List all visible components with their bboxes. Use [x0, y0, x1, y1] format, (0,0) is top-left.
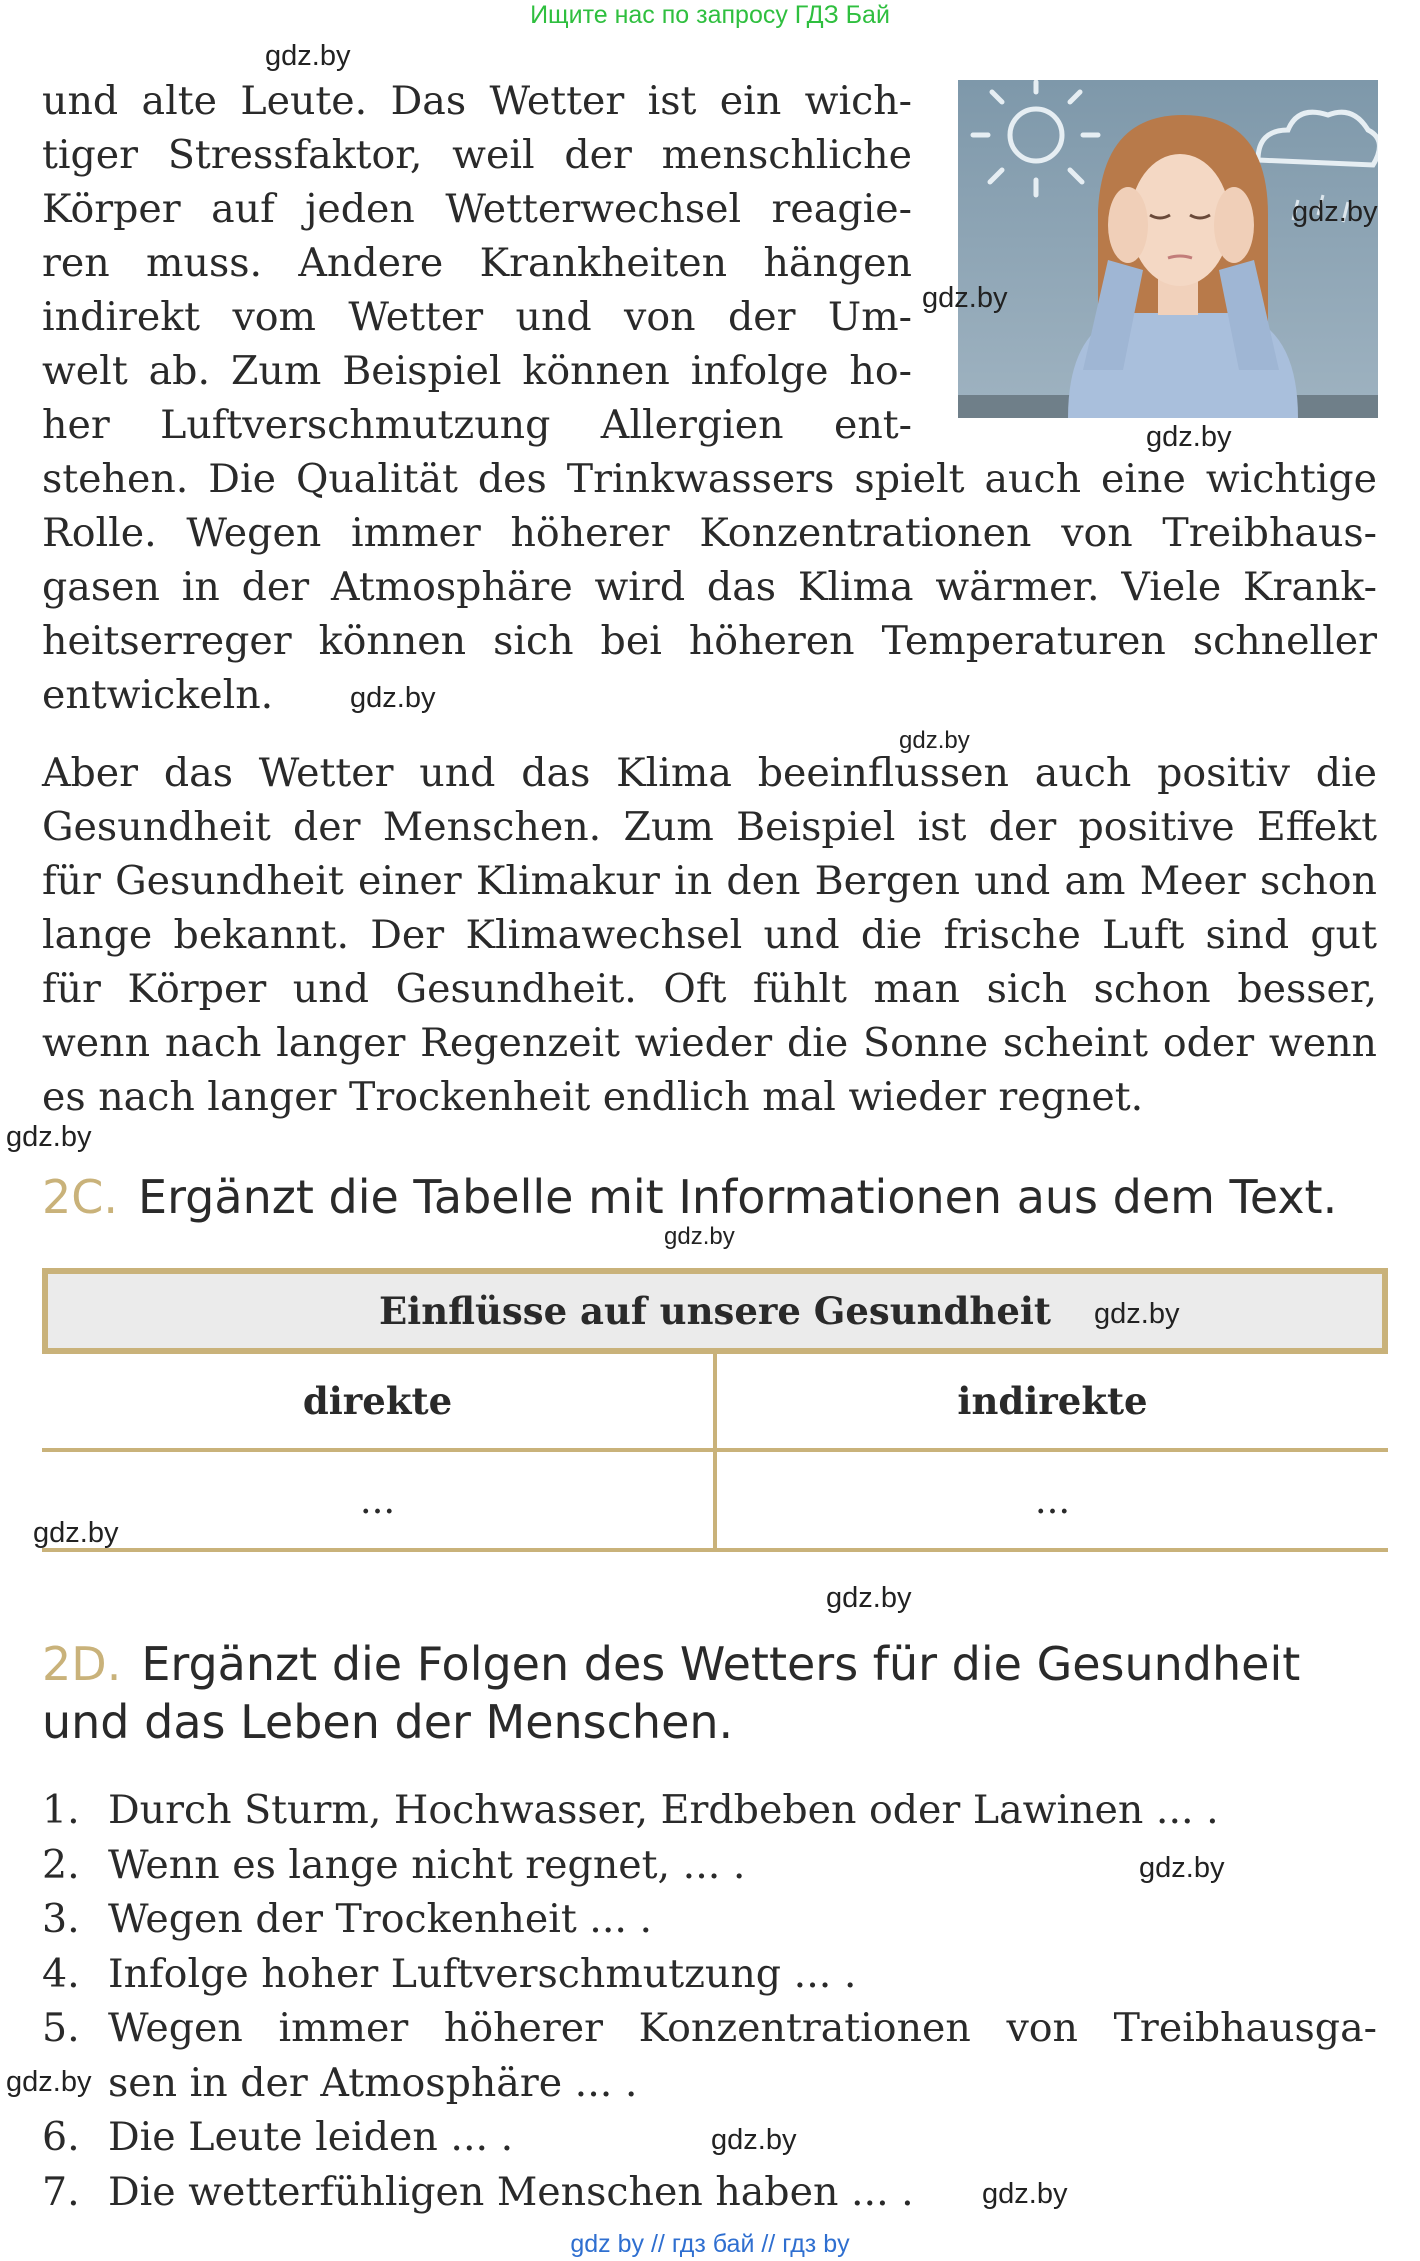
paragraph-1-continued — [42, 452, 1377, 722]
item-text: sen in der Atmosphäre ... . — [108, 2059, 638, 2106]
item-text: Die wetterfühligen Menschen haben ... . — [108, 2168, 914, 2215]
item-text: Infolge hoher Luftverschmutzung ... . — [108, 1950, 857, 1997]
list-item-continuation — [42, 2056, 1377, 2111]
consequences-list — [42, 1783, 1377, 2219]
list-item — [42, 1892, 1377, 1947]
watermark: gdz.by — [265, 40, 351, 72]
text-line: tiger Stressfaktor, weil der menschliche — [42, 132, 912, 178]
text-line: für Gesundheit einer Klimakur in den Bergen und am Meer schon — [42, 858, 1377, 904]
item-text: Durch Sturm, Hochwasser, Erdbeben oder Lawinen ... . — [108, 1787, 1219, 1833]
search-banner: Ищите нас по запросу ГДЗ Бай — [530, 1, 890, 29]
paragraph-2 — [42, 746, 1377, 1124]
list-item — [42, 2110, 1377, 2165]
table-cell: ... — [42, 1452, 717, 1552]
text-line: wenn nach langer Regenzeit wieder die Sonne scheint oder wenn — [42, 1020, 1377, 1066]
column-header-indirect: indirekte — [717, 1354, 1388, 1452]
task-number: 2D. — [42, 1637, 122, 1691]
text-line: Rolle. Wegen immer höherer Konzentrationen von Treibhaus- — [42, 510, 1377, 556]
watermark: gdz.by — [982, 2178, 1068, 2210]
item-number: 6. — [42, 2114, 80, 2160]
item-text: Wenn es lange nicht regnet, ... . — [108, 1841, 746, 1888]
item-number: 2. — [42, 1841, 80, 1888]
watermark: gdz.by — [1139, 1852, 1225, 1884]
task-instruction: Ergänzt die Tabelle mit Informationen aus dem Text. — [138, 1170, 1338, 1224]
text-line: Aber das Wetter und das Klima beeinflussen auch positiv die — [42, 750, 1377, 796]
text-line: entwickeln. — [42, 672, 274, 718]
watermark: gdz.by — [1292, 196, 1378, 228]
item-text: Wegen der Trockenheit ... . — [108, 1896, 653, 1942]
task-2d-heading — [42, 1635, 1382, 1751]
footer-links: gdz by // гдз бай // гдз by — [570, 2230, 850, 2258]
item-text: Wegen immer höherer Konzentrationen von Treibhausga- — [108, 2005, 1377, 2051]
item-number: 3. — [42, 1896, 80, 1942]
item-number: 4. — [42, 1950, 80, 1997]
text-line: welt ab. Zum Beispiel können infolge ho- — [42, 348, 912, 394]
table-row — [42, 1354, 1388, 1452]
list-item — [42, 2165, 1377, 2220]
watermark: gdz.by — [33, 1517, 119, 1549]
list-item — [42, 1947, 1377, 2002]
table-row — [42, 1452, 1388, 1552]
watermark: gdz.by — [6, 2066, 92, 2098]
paragraph-1-wrapped — [42, 74, 912, 452]
table-cell: ... — [717, 1452, 1388, 1552]
text-line: für Körper und Gesundheit. Oft fühlt man sich schon besser, — [42, 966, 1377, 1012]
text-line: heitserreger können sich bei höheren Temperaturen schneller — [42, 618, 1377, 664]
text-line: gasen in der Atmosphäre wird das Klima wärmer. Viele Krank- — [42, 564, 1377, 610]
text-line: ren muss. Andere Krankheiten hängen — [42, 240, 912, 286]
woman-with-headache-illustration — [958, 80, 1378, 418]
text-line: Gesundheit der Menschen. Zum Beispiel ist der positive Effekt — [42, 804, 1377, 850]
task-2c-heading — [42, 1170, 1337, 1224]
watermark: gdz.by — [6, 1121, 92, 1153]
watermark: gdz.by — [350, 682, 436, 714]
text-line: lange bekannt. Der Klimawechsel und die frische Luft sind gut — [42, 912, 1377, 958]
watermark: gdz.by — [664, 1223, 735, 1250]
influences-table — [42, 1268, 1388, 1552]
item-text: Die Leute leiden ... . — [108, 2114, 514, 2160]
text-line: und alte Leute. Das Wetter ist ein wich- — [42, 78, 912, 124]
text-line: es nach langer Trockenheit endlich mal wieder regnet. — [42, 1074, 1144, 1120]
headache-photo — [958, 80, 1378, 418]
item-number: 7. — [42, 2168, 80, 2215]
item-number: 1. — [42, 1787, 80, 1833]
task-number: 2C. — [42, 1170, 119, 1224]
column-header-direct: direkte — [42, 1354, 717, 1452]
watermark: gdz.by — [826, 1582, 912, 1614]
table-header: Einflüsse auf unsere Gesundheit — [42, 1268, 1388, 1354]
watermark: gdz.by — [711, 2124, 797, 2156]
task-instruction: Ergänzt die Folgen des Wetters für die Gesundheit und das Leben der Menschen. — [42, 1637, 1301, 1749]
text-line: Körper auf jeden Wetterwechsel reagie- — [42, 186, 912, 232]
text-line: stehen. Die Qualität des Trinkwassers spielt auch eine wichtige — [42, 456, 1377, 502]
text-line: indirekt vom Wetter und von der Um- — [42, 294, 912, 340]
watermark: gdz.by — [922, 282, 1008, 314]
text-line: her Luftverschmutzung Allergien ent- — [42, 402, 912, 448]
watermark: gdz.by — [899, 727, 970, 754]
list-item — [42, 2001, 1377, 2056]
item-number: 5. — [42, 2005, 80, 2051]
watermark: gdz.by — [1094, 1298, 1180, 1330]
list-item — [42, 1783, 1377, 1838]
watermark: gdz.by — [1146, 421, 1232, 453]
